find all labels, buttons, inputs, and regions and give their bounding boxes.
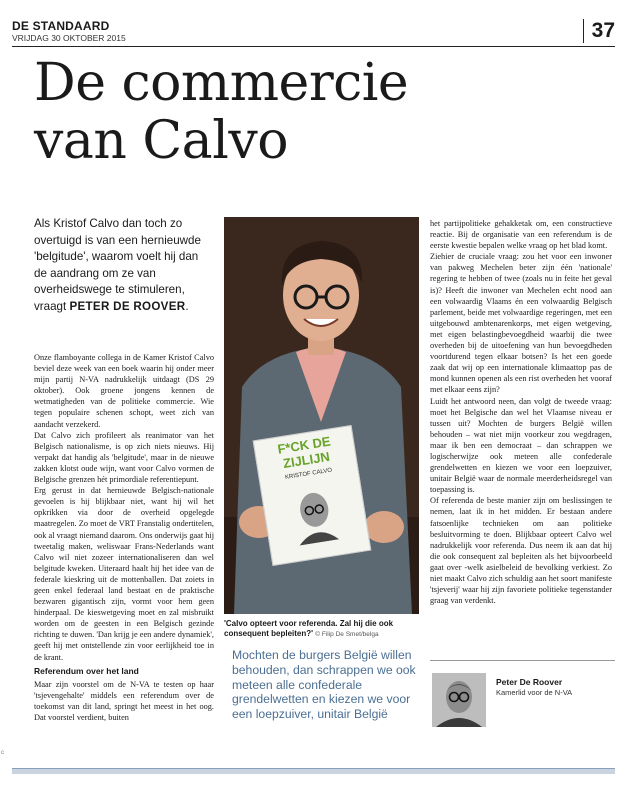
page-number: 37 [583,19,615,43]
author-portrait [432,673,486,727]
paragraph: Onze flamboyante collega in de Kamer Kristof Calvo beviel deze week van een boek waarin hij onder meer mijn partij N-VA nadrukkelijk uitdaagt (DS 29 oktober). Ook groene jongens kennen de wetmatigheden van de politieke commercie. Wie tegen populaire schenen schopt, weet zich van aandacht verzekerd. [34,353,214,429]
author-name: Peter De Roover [496,677,563,687]
headline [34,54,454,170]
paragraph: Erg gerust in dat hernieuwde Belgisch-nationale gevoelen is hij blijkbaar niet, want hij wil het opkrikken via door de overheid opgelegde maatregelen. Zo moet de VRT Franstalig ondertitelen, ook al vraagt niemand daarom. Ons onderwijs gaat hij tweetalig maken, weliswaar Frans-Nederlands want Calvo wil niet zozeer internationaliseren dan wel belgitude kweken. Uiteraard haalt hij het idee van de federale kieskring uit de mottenballen. Dat zoiets in geen enkel federaal land bestaat en de praktische bezwaren gigantisch zijn, vormt voor hem geen hinderpaal. De kieswetgeving moet en zal misbruikt worden om de geesten in een Belgisch gezinde richting te duwen. 'Dan krijg je een andere dynamiek', geeft hij met ontstellende zin voor eerlijkheid toe in de krant. [34,486,214,662]
margin-mark: c [1,750,4,756]
paragraph: het partijpolitieke gehakketak om, een constructieve reactie. Bij de organisatie van een referendum is de eerste kwestie bepalen welke vraag op het blad komt. [430,219,612,251]
paragraph: Of referenda de beste manier zijn om beslissingen te nemen, laat ik in het midden. Er bestaan andere fatsoenlijke technieken om aan politieke besluitvorming te doen. Blijkbaar opteert Calvo wel nadrukkelijk voor referenda. Dus neem ik aan dat hij die ook consequent zal bepleiten als het bijvoorbeeld gaat over -welk asielbeleid de bevolking verkiest. Zo niet maakt Calvo zich schuldig aan het soort manifeste 'tsjeverij' waar hij zijn favoriete politieke tegenstander graag van verdenkt. [430,496,612,606]
header-rule [12,46,615,47]
photo-credit: © Filip De Smet/belga [315,631,379,638]
author-box [430,660,615,729]
pull-quote: Mochten de burgers België willen behouden, dan schrappen we ook meteen alle confederale grendelwetten en kiezen we voor een loepzuiver, unitair België [232,648,416,722]
paragraph: Dat Calvo zich profileert als reanimator van het Belgisch nationalisme, is op zich niets nieuws. Hij verpakt dat handig als 'belgitude', maar in de nieuwe zakken klotst oude wijn, want voor Calvo vormen de Belgische grenzen hét primordiale referentiepunt. [34,430,214,485]
headline-line-2: van Calvo [34,111,289,171]
paragraph: Luidt het antwoord neen, dan volgt de tweede vraag: moet het Belgische dan wel het Vlaamse niveau er tussen uit? Mochten de burgers België willen behouden – wat niet mijn voorkeur zou wegdragen, maar ik ben een democraat – dan schrappen we logischerwijze ook meteen alle confederale grendelwetten en kiezen we voor een loepzuiver, unitair België waar de normale meerderheidsregel van toepassing is. [430,396,612,495]
paper-name: DE STANDAARD [12,19,110,33]
author-photo [432,673,486,727]
paragraph: Ziehier de cruciale vraag: zou het voor een inwoner van pakweg Mechelen beter zijn één 'nationale' regering te hebben of twee (zoals nu in feite het geval is)? Heeft die inwoner van Mechelen echt nood aan een volwaardig Vlaams én een volwaardig Belgisch parlement, beide met volwaardige regeringen, met een uitgebouwd ambtenarenkorps, met eigen wetgeving, met eigen belastingbevoegdheid waarbij die twee overheden bij de uitoefening van hun bevoegdheden voortdurend tegen elkaar botsen? Is het een goede zaak dat wij op een internationale klimaattop pas de mond kunnen openen als een rist overheden het vooraf met elkaar eens zijn? [430,252,612,395]
book-title: F*CK DE ZIJLIJN [276,433,332,472]
photo-caption [224,619,419,640]
body-column-3 [430,218,612,606]
lead-end: . [185,299,189,313]
footer-rule [12,768,615,774]
book-author: KRISTOF CALVO [284,467,333,481]
book-cover [253,425,372,566]
body-column-1 [34,352,214,723]
lead-text: Als Kristof Calvo dan toch zo overtuigd is van een hernieuwde 'belgitude', waarom voelt hij dan de aandrang om ze van overheidswege te stimuleren, vraagt [34,217,201,313]
publication-date: VRIJDAG 30 OKTOBER 2015 [12,33,126,43]
headline-line-1: De commercie [34,53,409,113]
masthead [12,19,615,47]
lead-author: PETER DE ROOVER [69,299,186,313]
lead-paragraph [34,216,214,315]
book-portrait [286,484,344,546]
article-photo [224,217,419,614]
author-role: Kamerlid voor de N-VA [496,688,573,697]
paragraph: Maar zijn voorstel om de N-VA te testen op haar 'tsjevengehalte' middels een referendum over de toekomst van dit land, springt het meest in het oog. Dat voorstel verdient, buiten [34,679,214,722]
caption-text: 'Calvo opteert voor referenda. Zal hij die ook consequent bepleiten?' [224,619,394,638]
subheading: Referendum over het land [34,665,139,676]
